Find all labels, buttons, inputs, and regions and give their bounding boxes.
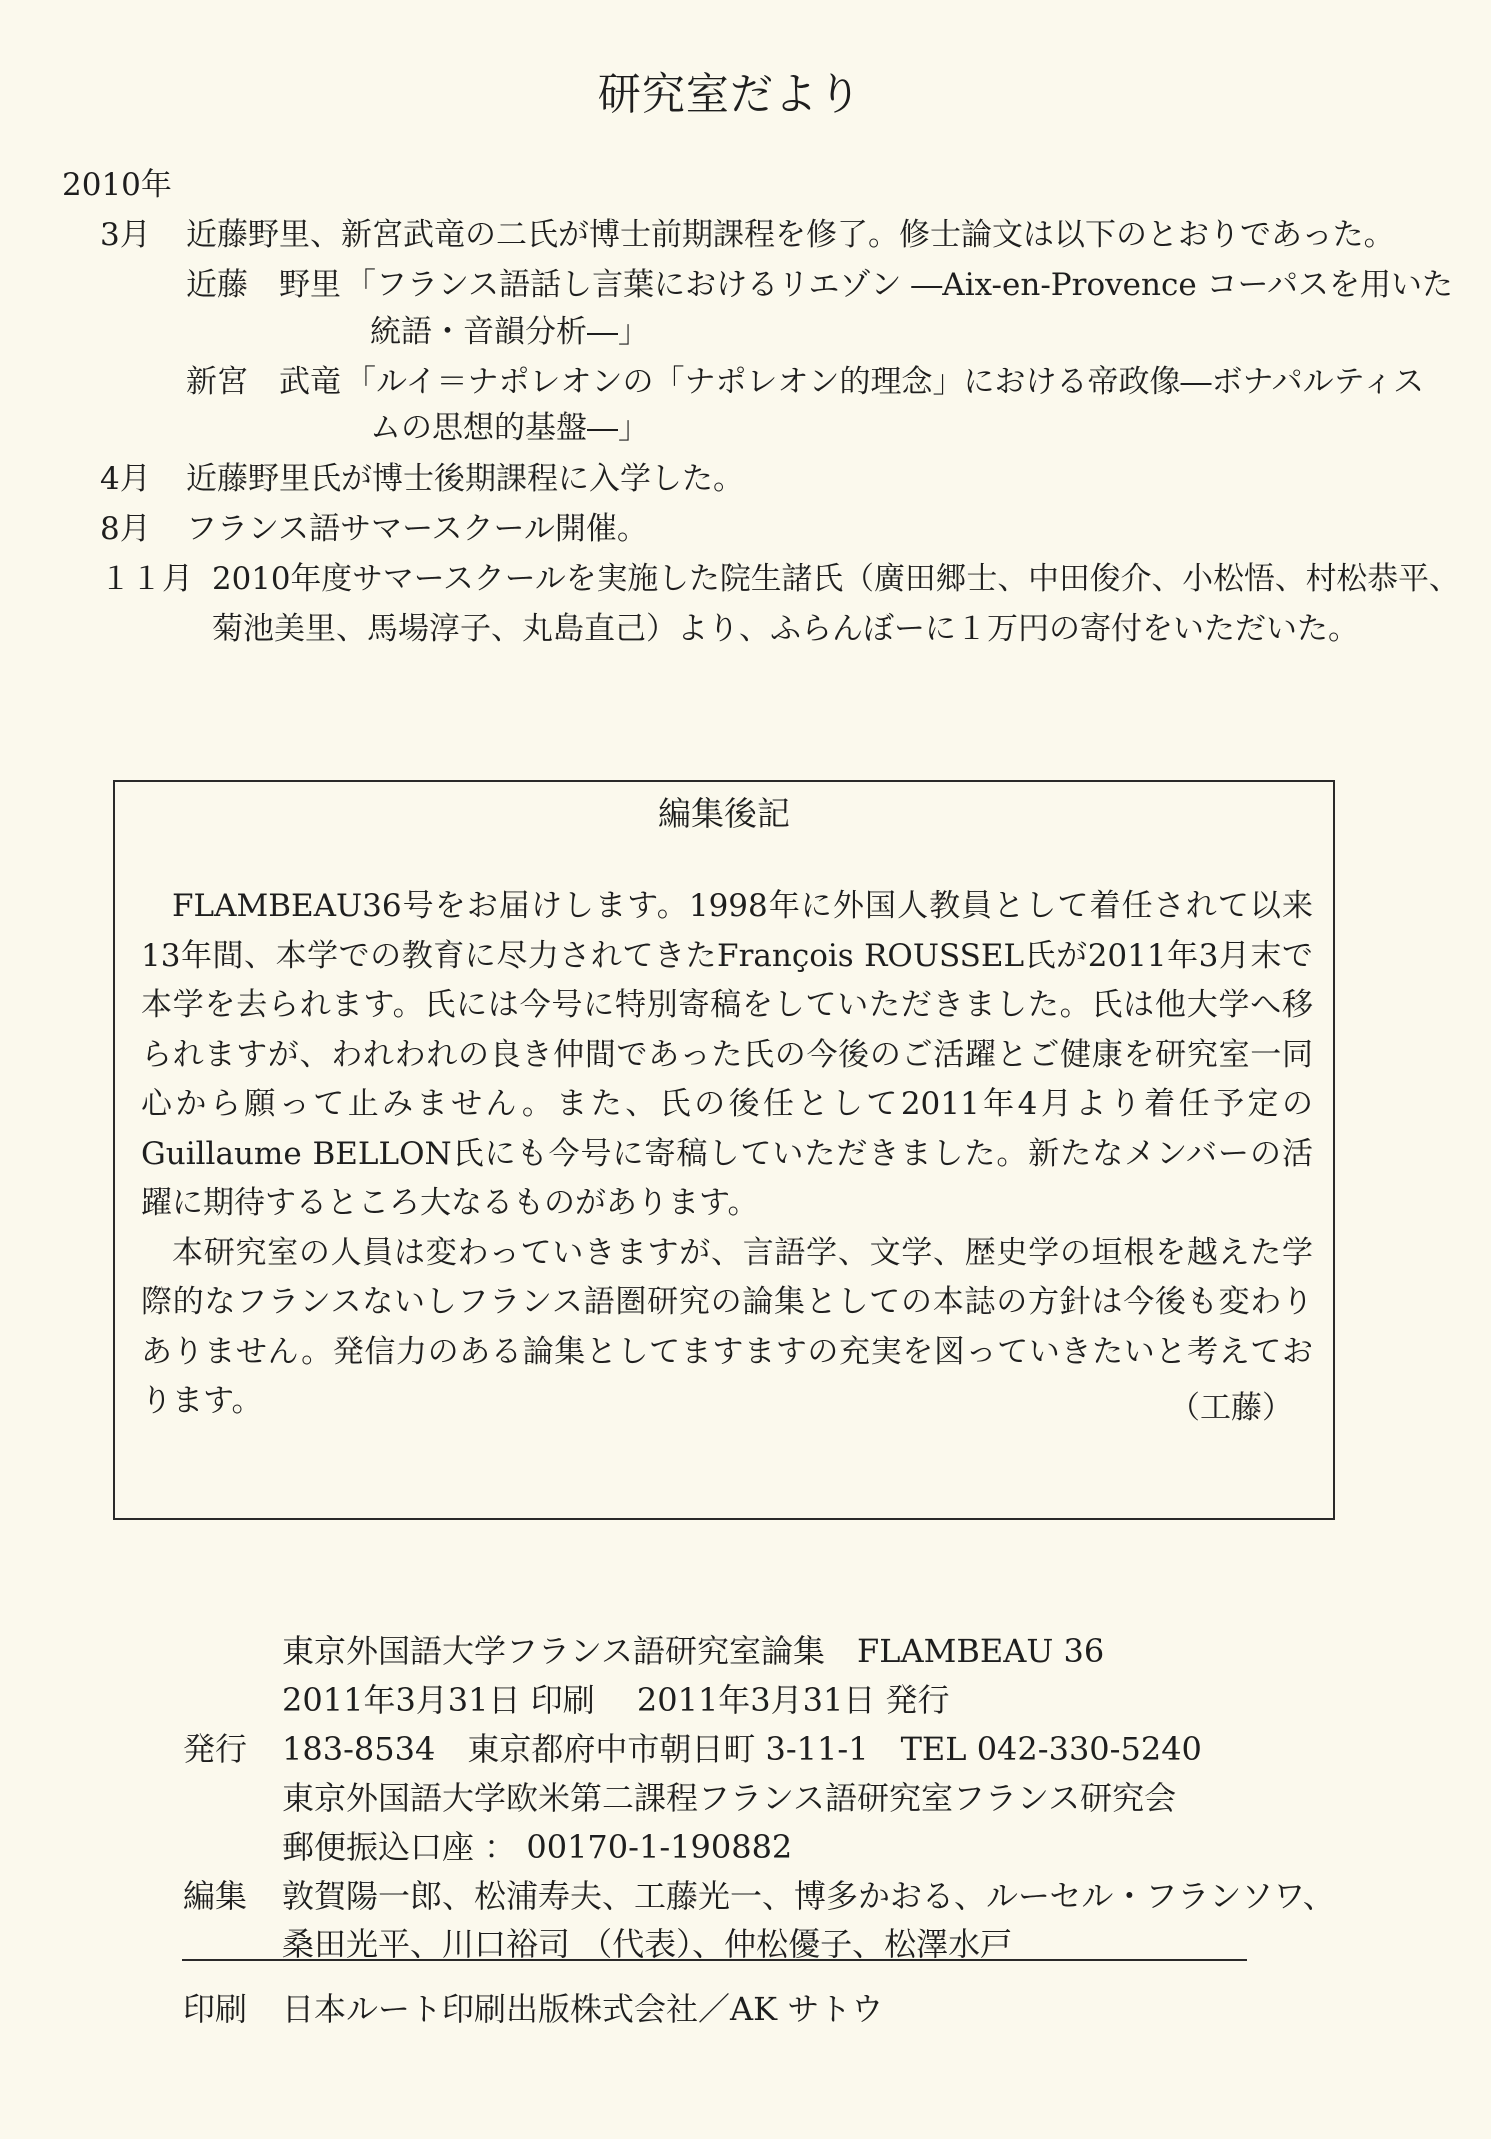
colophon-editors-line2: 桑田光平、川口裕司 （代表）、仲松優子、松澤水戸 [282,1925,1013,1963]
year-heading: 2010年 [62,167,172,203]
colophon-printer-label: 印刷 [183,1990,248,2028]
news-text-march: 近藤野里、新宮武竜の二氏が博士前期課程を修了。修士論文は以下のとおりであった。 [186,217,1395,253]
thesis-author-kondo: 近藤 野里 [186,267,341,303]
colophon-publisher-label: 発行 [183,1730,248,1768]
news-month-november: １１月 [100,561,193,597]
news-month-march: 3月 [100,217,151,253]
page-title: 研究室だより [597,69,863,120]
colophon-publisher: 東京外国語大学欧米第二課程フランス語研究室フランス研究会 [282,1779,1177,1817]
colophon-divider [182,1959,1247,1961]
editor-note-signature: （工藤） [1169,1390,1293,1426]
news-text-november-line1: 2010年度サマースクールを実施した院生諸氏（廣田郷士、中田俊介、小松悟、村松恭平、 [212,561,1460,597]
news-text-april: 近藤野里氏が博士後期課程に入学した。 [186,461,744,497]
news-month-april: 4月 [100,461,151,497]
thesis-title-kondo-line1: 「フランス語話し言葉におけるリエゾン ―Aix-en-Provence コーパスを用いた [345,267,1453,303]
thesis-author-shingu: 新宮 武竜 [186,364,341,400]
editor-note-heading: 編集後記 [658,794,790,833]
news-text-november-line2: 菊池美里、馬場淳子、丸島直己）より、ふらんぼーに１万円の寄付をいただいた。 [212,611,1359,647]
colophon-address: 183-8534 東京都府中市朝日町 3-11-1 TEL 042-330-5240 [282,1730,1202,1768]
news-month-august: 8月 [100,511,151,547]
colophon-editors-label: 編集 [183,1877,248,1915]
thesis-title-shingu-line1: 「ルイ＝ナポレオンの「ナポレオン的理念」における帝政像―ボナパルティス [345,364,1425,400]
colophon-journal: 東京外国語大学フランス語研究室論集 FLAMBEAU 36 [282,1632,1105,1670]
editor-note-body [141,882,1313,1427]
editor-note-paragraph-2: 本研究室の人員は変わっていきますが、言語学、文学、歴史学の垣根を越えた学際的なフランスないしフランス語圏研究の論集としての本誌の方針は今後も変わりありません。発信力のある論集としてますますの充実を図っていきたいと考えております。 [141,1234,1313,1419]
news-text-august: フランス語サマースクール開催。 [186,511,648,547]
editor-note-box [113,780,1335,1520]
thesis-title-kondo-line2: 統語・音韻分析―」 [370,314,649,350]
colophon-postal-account: 郵便振込口座 ： 00170-1-190882 [282,1828,793,1866]
editor-note-paragraph-1: FLAMBEAU36号をお届けします。1998年に外国人教員として着任されて以来13年間、本学での教育に尽力されてきたFrançois ROUSSEL氏が2011年3月末で本学を去られます。氏には今号に特別寄稿をしていただきました。氏は他大学へ移られますが、われわれの良き仲間であった氏の今後のご活躍とご健康を研究室一同心から願って止みません。また、氏の後任として2011年4月より着任予定のGuillaume BELLON氏にも今号に寄稿していただきました。新たなメンバーの活躍に期待するところ大なるものがあります。 [141,888,1313,1221]
thesis-title-shingu-line2: ムの思想的基盤―」 [370,410,649,446]
colophon-editors-line1: 敦賀陽一郎、松浦寿夫、工藤光一、博多かおる、ルーセル・フランソワ、 [282,1877,1335,1915]
colophon-printer: 日本ルート印刷出版株式会社／AK サトウ [282,1990,884,2028]
colophon-dates: 2011年3月31日 印刷 2011年3月31日 発行 [282,1681,950,1719]
